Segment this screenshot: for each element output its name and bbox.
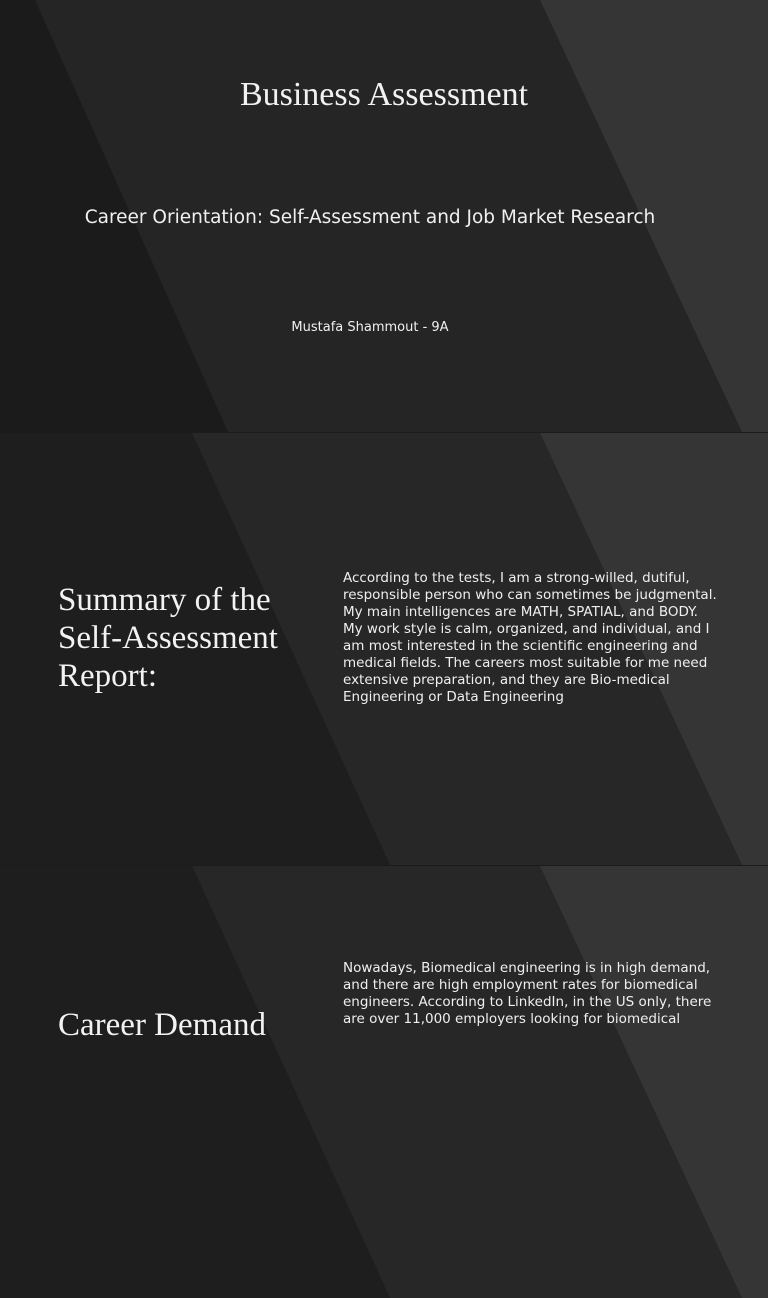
slide-heading: Career Demand	[58, 1007, 266, 1043]
title-slide	[0, 0, 768, 432]
presentation-subtitle: Career Orientation: Self-Assessment and Job Market Research	[84, 207, 656, 228]
slide-body-text: According to the tests, I am a strong-willed, dutiful, responsible person who can sometimes be judgmental. My main intelligences are MATH, SPATIAL, and BODY. My work style is calm, organized, and individual, and I am most interested in the scientific engineering and medical fields. The careers most suitable for me need extensive preparation, and they are Bio-medical Engineering or Data Engineering	[343, 570, 717, 705]
slide-heading: Summary of the Self-Assessment Report:	[58, 582, 278, 694]
slide-background	[0, 866, 768, 1298]
author-line: Mustafa Shammout - 9A	[291, 320, 449, 335]
summary-slide	[0, 433, 768, 865]
slide-body-text: Nowadays, Biomedical engineering is in high demand, and there are high employment rates for biomedical engineers. According to LinkedIn, in the US only, there are over 11,000 employers looking for biomedical	[343, 960, 712, 1027]
career-demand-slide	[0, 866, 768, 1298]
presentation-title: Business Assessment	[239, 76, 529, 113]
